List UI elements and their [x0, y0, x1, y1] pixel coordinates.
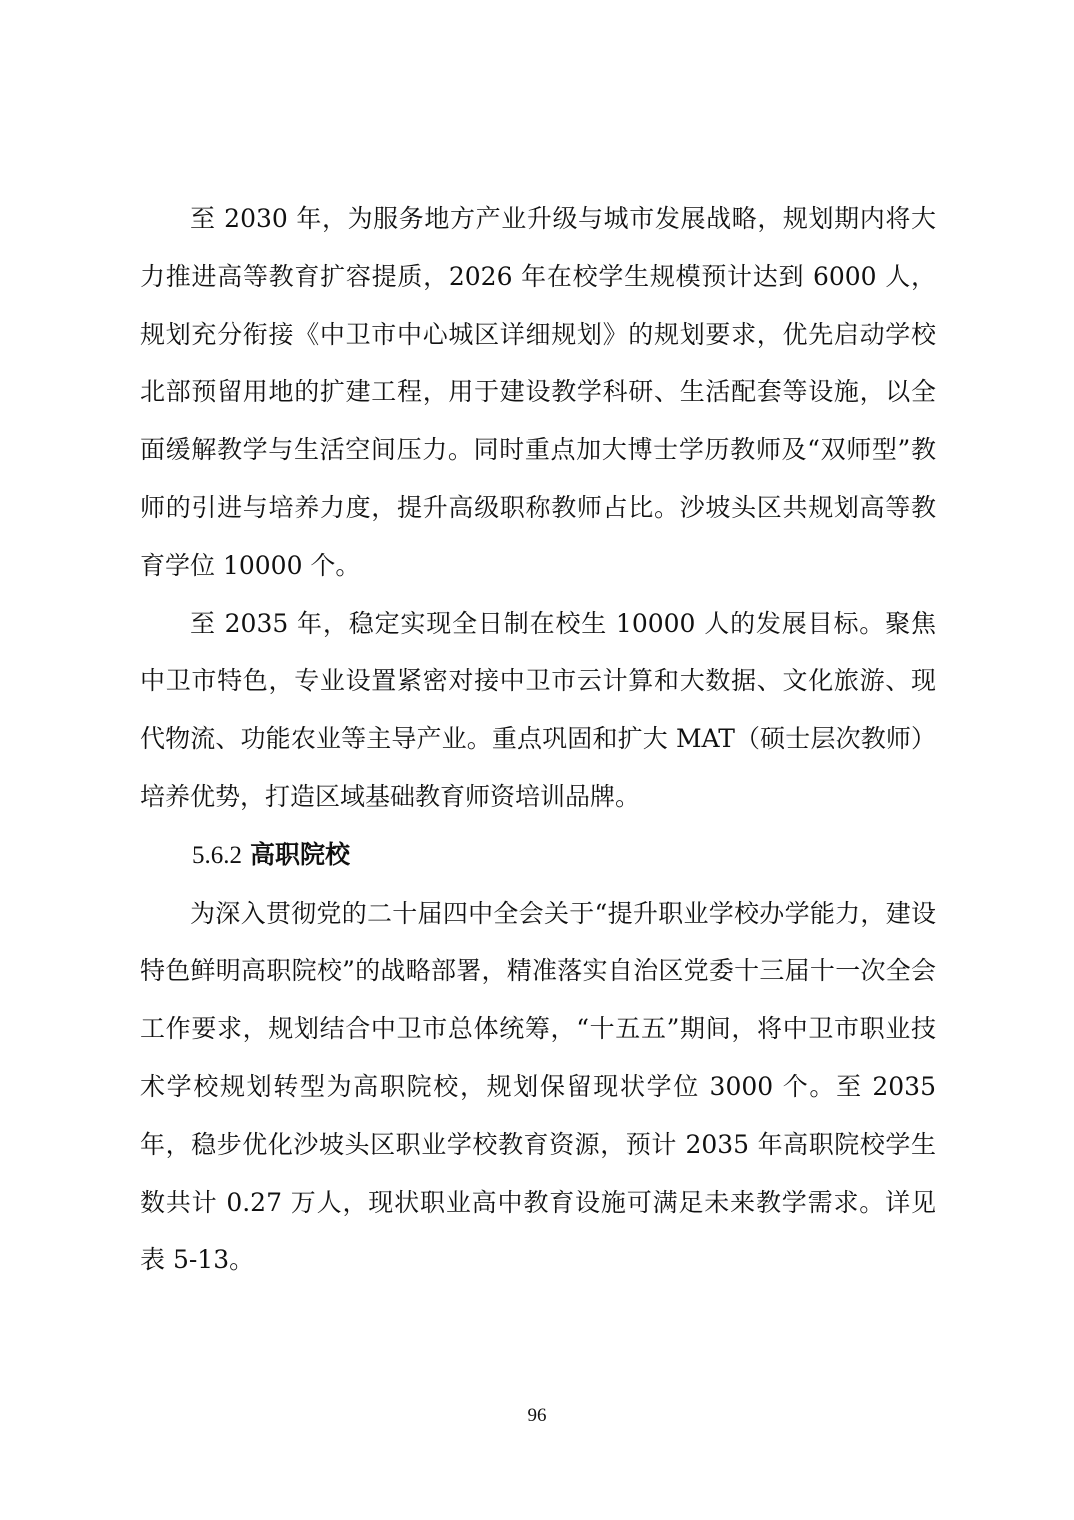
- section-title: 高职院校: [249, 839, 350, 869]
- section-heading: [140, 826, 936, 885]
- paragraph-vocational-college: 为深入贯彻党的二十届四中全会关于“提升职业学校办学能力，建设特色鲜明高职院校”的战略部署，精准落实自治区党委十三届十一次全会工作要求，规划结合中卫市总体统筹，“十五五”期间，将中卫市职业技术学校规划转型为高职院校，规划保留现状学位 3000 个。至 2035 年，稳步优化沙坡头区职业学校教育资源，预计 2035 年高职院校学生数共计 0.27 万人，现状职业高中教育设施可满足未来教学需求。详见表 5-13。: [140, 898, 936, 1275]
- section-number: 5.6.2: [192, 841, 242, 869]
- paragraph-2030-plan: 至 2030 年，为服务地方产业升级与城市发展战略，规划期内将大力推进高等教育扩容提质，2026 年在校学生规模预计达到 6000 人，规划充分衔接《中卫市中心城区详细规划》的规划要求，优先启动学校北部预留用地的扩建工程，用于建设教学科研、生活配套等设施，以全面缓解教学与生活空间压力。同时重点加大博士学历教师及“双师型”教师的引进与培养力度，提升高级职称教师占比。沙坡头区共规划高等教育学位 10000 个。: [140, 204, 936, 580]
- page-body: [140, 190, 936, 1289]
- paragraph-2035-plan: 至 2035 年，稳定实现全日制在校生 10000 人的发展目标。聚焦中卫市特色，专业设置紧密对接中卫市云计算和大数据、文化旅游、现代物流、功能农业等主导产业。重点巩固和扩大 MAT（硕士层次教师）培养优势，打造区域基础教育师资培训品牌。: [140, 608, 936, 811]
- page-number: 96: [527, 1405, 547, 1426]
